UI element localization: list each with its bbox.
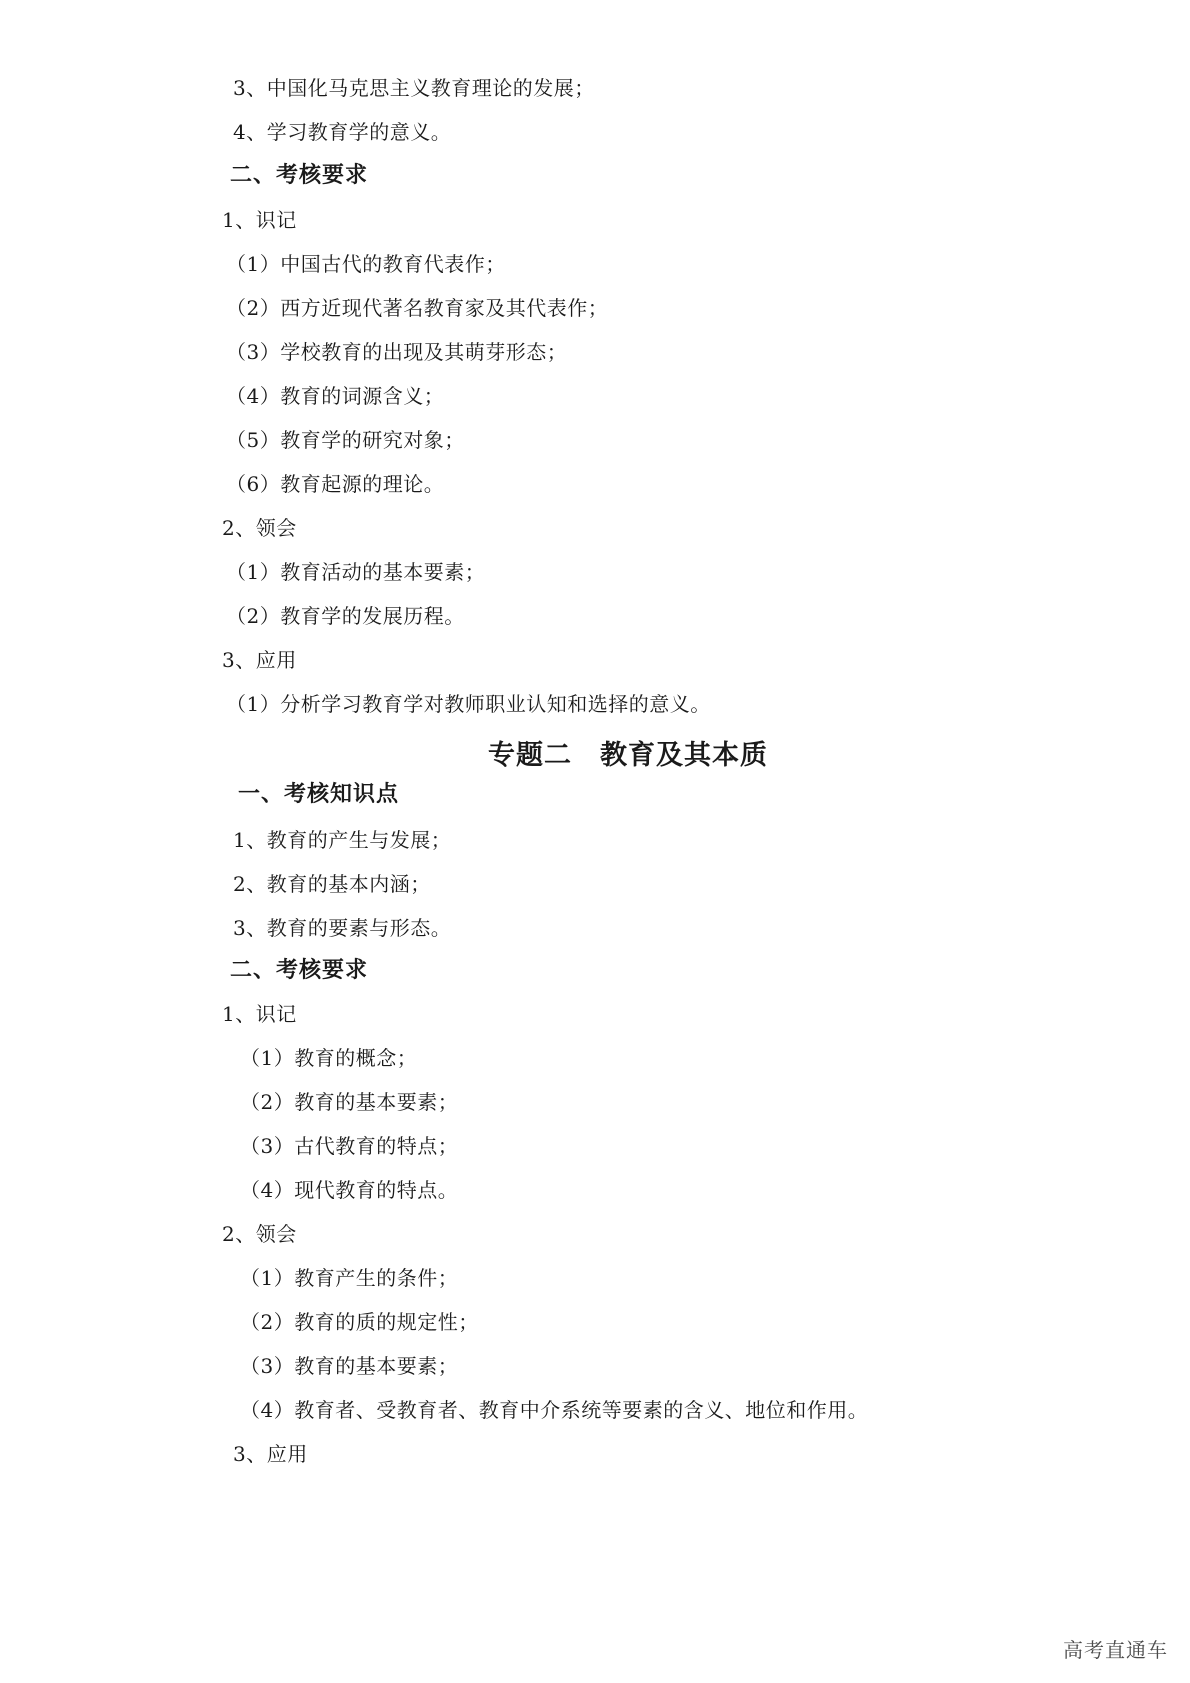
list-item: （3）古代教育的特点； [240, 1134, 459, 1158]
subsection-label: 3、应用 [222, 648, 297, 672]
section-heading: 二、考核要求 [230, 958, 369, 983]
list-item: （2）教育的基本要素； [240, 1090, 459, 1114]
list-item: （4）现代教育的特点。 [240, 1178, 459, 1202]
list-item: （5）教育学的研究对象； [226, 428, 465, 452]
list-item: （1）中国古代的教育代表作； [226, 252, 506, 276]
list-item: （4）教育者、受教育者、教育中介系统等要素的含义、地位和作用。 [240, 1398, 869, 1422]
topic-item: 4、学习教育学的意义。 [233, 120, 452, 144]
section-heading: 一、考核知识点 [238, 782, 400, 807]
list-item: （1）分析学习教育学对教师职业认知和选择的意义。 [226, 692, 711, 716]
subsection-label: 2、领会 [222, 1222, 297, 1246]
list-item: （6）教育起源的理论。 [226, 472, 445, 496]
subsection-label: 1、识记 [222, 1002, 297, 1026]
list-item: （1）教育产生的条件； [240, 1266, 459, 1290]
list-item: （2）教育学的发展历程。 [226, 604, 465, 628]
list-item: （3）教育的基本要素； [240, 1354, 459, 1378]
topic-item: 1、教育的产生与发展； [233, 828, 452, 852]
chapter-title: 专题二 教育及其本质 [488, 740, 768, 771]
topic-item: 2、教育的基本内涵； [233, 872, 431, 896]
list-item: （2）西方近现代著名教育家及其代表作； [226, 296, 609, 320]
list-item: （4）教育的词源含义； [226, 384, 445, 408]
topic-item: 3、中国化马克思主义教育理论的发展； [233, 76, 595, 100]
subsection-label: 1、识记 [222, 208, 297, 232]
list-item: （3）学校教育的出现及其萌芽形态； [226, 340, 568, 364]
section-heading: 二、考核要求 [230, 163, 369, 188]
topic-item: 3、教育的要素与形态。 [233, 916, 452, 940]
list-item: （1）教育的概念； [240, 1046, 418, 1070]
subsection-label: 3、应用 [233, 1442, 308, 1466]
subsection-label: 2、领会 [222, 516, 297, 540]
list-item: （2）教育的质的规定性； [240, 1310, 479, 1334]
list-item: （1）教育活动的基本要素； [226, 560, 486, 584]
watermark: 高考直通车 [1063, 1638, 1168, 1662]
